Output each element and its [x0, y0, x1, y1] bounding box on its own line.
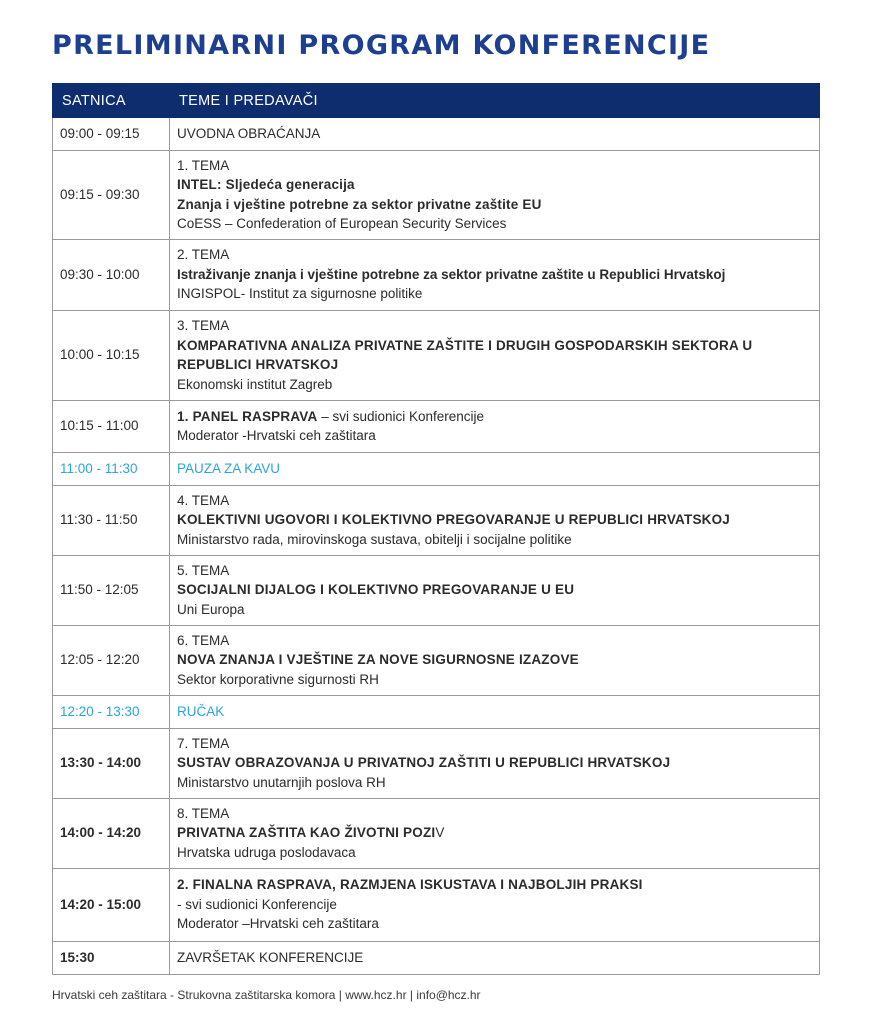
topic-cell: [170, 486, 820, 556]
topic-cell: [170, 942, 820, 975]
time-cell: 09:30 - 10:00: [53, 240, 170, 311]
tema-title: 1. PANEL RASPRAVA: [177, 408, 318, 424]
table-row: [53, 240, 820, 311]
tema-label: 6. TEMA: [177, 632, 230, 648]
tema-label: 4. TEMA: [177, 492, 230, 508]
tema-speaker: CoESS – Confederation of European Security Services: [177, 216, 507, 231]
tema-title-tail: V: [435, 825, 445, 841]
header-teme: TEME I PREDAVAČI: [170, 84, 820, 118]
table-row: [53, 453, 820, 486]
tema-title: PRIVATNA ZAŠTITA KAO ŽIVOTNI POZI: [177, 825, 436, 841]
topic-cell: [170, 240, 820, 311]
time-cell: 14:00 - 14:20: [53, 799, 170, 869]
time-cell: 12:20 - 13:30: [53, 696, 170, 729]
table-row: [53, 556, 820, 626]
table-row: [53, 626, 820, 696]
time-cell: 10:15 - 11:00: [53, 401, 170, 453]
time-cell: 15:30: [53, 942, 170, 975]
tema-label: 8. TEMA: [177, 805, 230, 821]
tema-title: SUSTAV OBRAZOVANJA U PRIVATNOJ ZAŠTITI U REPUBLICI HRVATSKOJ: [177, 755, 671, 771]
time-cell: 10:00 - 10:15: [53, 311, 170, 401]
time-cell: 09:15 - 09:30: [53, 151, 170, 240]
topic-cell: [170, 118, 820, 151]
topic-cell: [170, 729, 820, 799]
tema-title: INTEL: Sljedeća generacija: [177, 177, 355, 192]
tema-participants: - svi sudionici Konferencije: [177, 896, 337, 912]
tema-label: 7. TEMA: [177, 735, 230, 751]
tema-title: Znanja i vještine potrebne za sektor privatne zaštite EU: [177, 196, 542, 212]
tema-title: KOMPARATIVNA ANALIZA PRIVATNE ZAŠTITE I DRUGIH GOSPODARSKIH SEKTORA U REPUBLICI HRVATSKOJ: [177, 337, 753, 372]
tema-moderator: Moderator -Hrvatski ceh zaštitara: [177, 428, 376, 443]
table-row: [53, 118, 820, 151]
table-row: [53, 401, 820, 453]
table-row: [53, 799, 820, 869]
topic-cell: [170, 696, 820, 729]
program-table: [52, 83, 820, 975]
tema-speaker: Uni Europa: [177, 601, 245, 617]
table-row: [53, 311, 820, 401]
tema-speaker: INGISPOL- Institut za sigurnosne politike: [177, 286, 423, 302]
tema-label: 3. TEMA: [177, 318, 230, 333]
time-cell: 14:20 - 15:00: [53, 869, 170, 942]
tema-participants: – svi sudionici Konferencije: [317, 408, 485, 424]
tema-speaker: Ekonomski institut Zagreb: [177, 376, 333, 392]
time-cell: 11:30 - 11:50: [53, 486, 170, 556]
table-row: [53, 942, 820, 975]
topic-cell: [170, 799, 820, 869]
table-row: [53, 696, 820, 729]
topic-cell: [170, 453, 820, 486]
tema-label: 2. TEMA: [177, 247, 230, 263]
tema-title: SOCIJALNI DIJALOG I KOLEKTIVNO PREGOVARANJE U EU: [177, 582, 575, 598]
topic-cell: [170, 311, 820, 401]
topic-text: UVODNA OBRAĆANJA: [177, 125, 321, 141]
topic-cell: [170, 869, 820, 942]
tema-label: 1. TEMA: [177, 157, 230, 173]
table-row: [53, 486, 820, 556]
table-row: [53, 151, 820, 240]
tema-title: 2. FINALNA RASPRAVA, RAZMJENA ISKUSTAVA I NAJBOLJIH PRAKSI: [177, 877, 643, 893]
time-cell: 11:00 - 11:30: [53, 453, 170, 486]
tema-speaker: Sektor korporativne sigurnosti RH: [177, 671, 379, 687]
tema-speaker: Hrvatska udruga poslodavaca: [177, 844, 356, 860]
tema-title: KOLEKTIVNI UGOVORI I KOLEKTIVNO PREGOVARANJE U REPUBLICI HRVATSKOJ: [177, 512, 731, 528]
topic-cell: [170, 401, 820, 453]
time-cell: 09:00 - 09:15: [53, 118, 170, 151]
tema-speaker: Ministarstvo unutarnjih poslova RH: [177, 774, 386, 790]
tema-moderator: Moderator –Hrvatski ceh zaštitara: [177, 916, 379, 932]
tema-title: Istraživanje znanja i vještine potrebne za sektor privatne zaštite u Republici Hrvatskoj: [177, 266, 726, 282]
time-cell: 12:05 - 12:20: [53, 626, 170, 696]
topic-cell: [170, 556, 820, 626]
closing-text: ZAVRŠETAK KONFERENCIJE: [177, 949, 364, 965]
page-title: PRELIMINARNI PROGRAM KONFERENCIJE: [52, 30, 711, 61]
topic-cell: [170, 151, 820, 240]
time-cell: 13:30 - 14:00: [53, 729, 170, 799]
tema-title: NOVA ZNANJA I VJEŠTINE ZA NOVE SIGURNOSNE IZAZOVE: [177, 652, 579, 668]
footer: Hrvatski ceh zaštitara - Strukovna zaštitarska komora | www.hcz.hr | info@hcz.hr: [52, 988, 481, 1002]
table-row: [53, 869, 820, 942]
header-satnica: SATNICA: [53, 84, 170, 118]
tema-speaker: Ministarstvo rada, mirovinskoga sustava, obitelji i socijalne politike: [177, 531, 572, 547]
lunch-text: RUČAK: [177, 703, 225, 719]
table-row: [53, 729, 820, 799]
break-text: PAUZA ZA KAVU: [177, 460, 281, 476]
tema-label: 5. TEMA: [177, 562, 230, 578]
table-header-row: [53, 84, 820, 118]
topic-cell: [170, 626, 820, 696]
time-cell: 11:50 - 12:05: [53, 556, 170, 626]
